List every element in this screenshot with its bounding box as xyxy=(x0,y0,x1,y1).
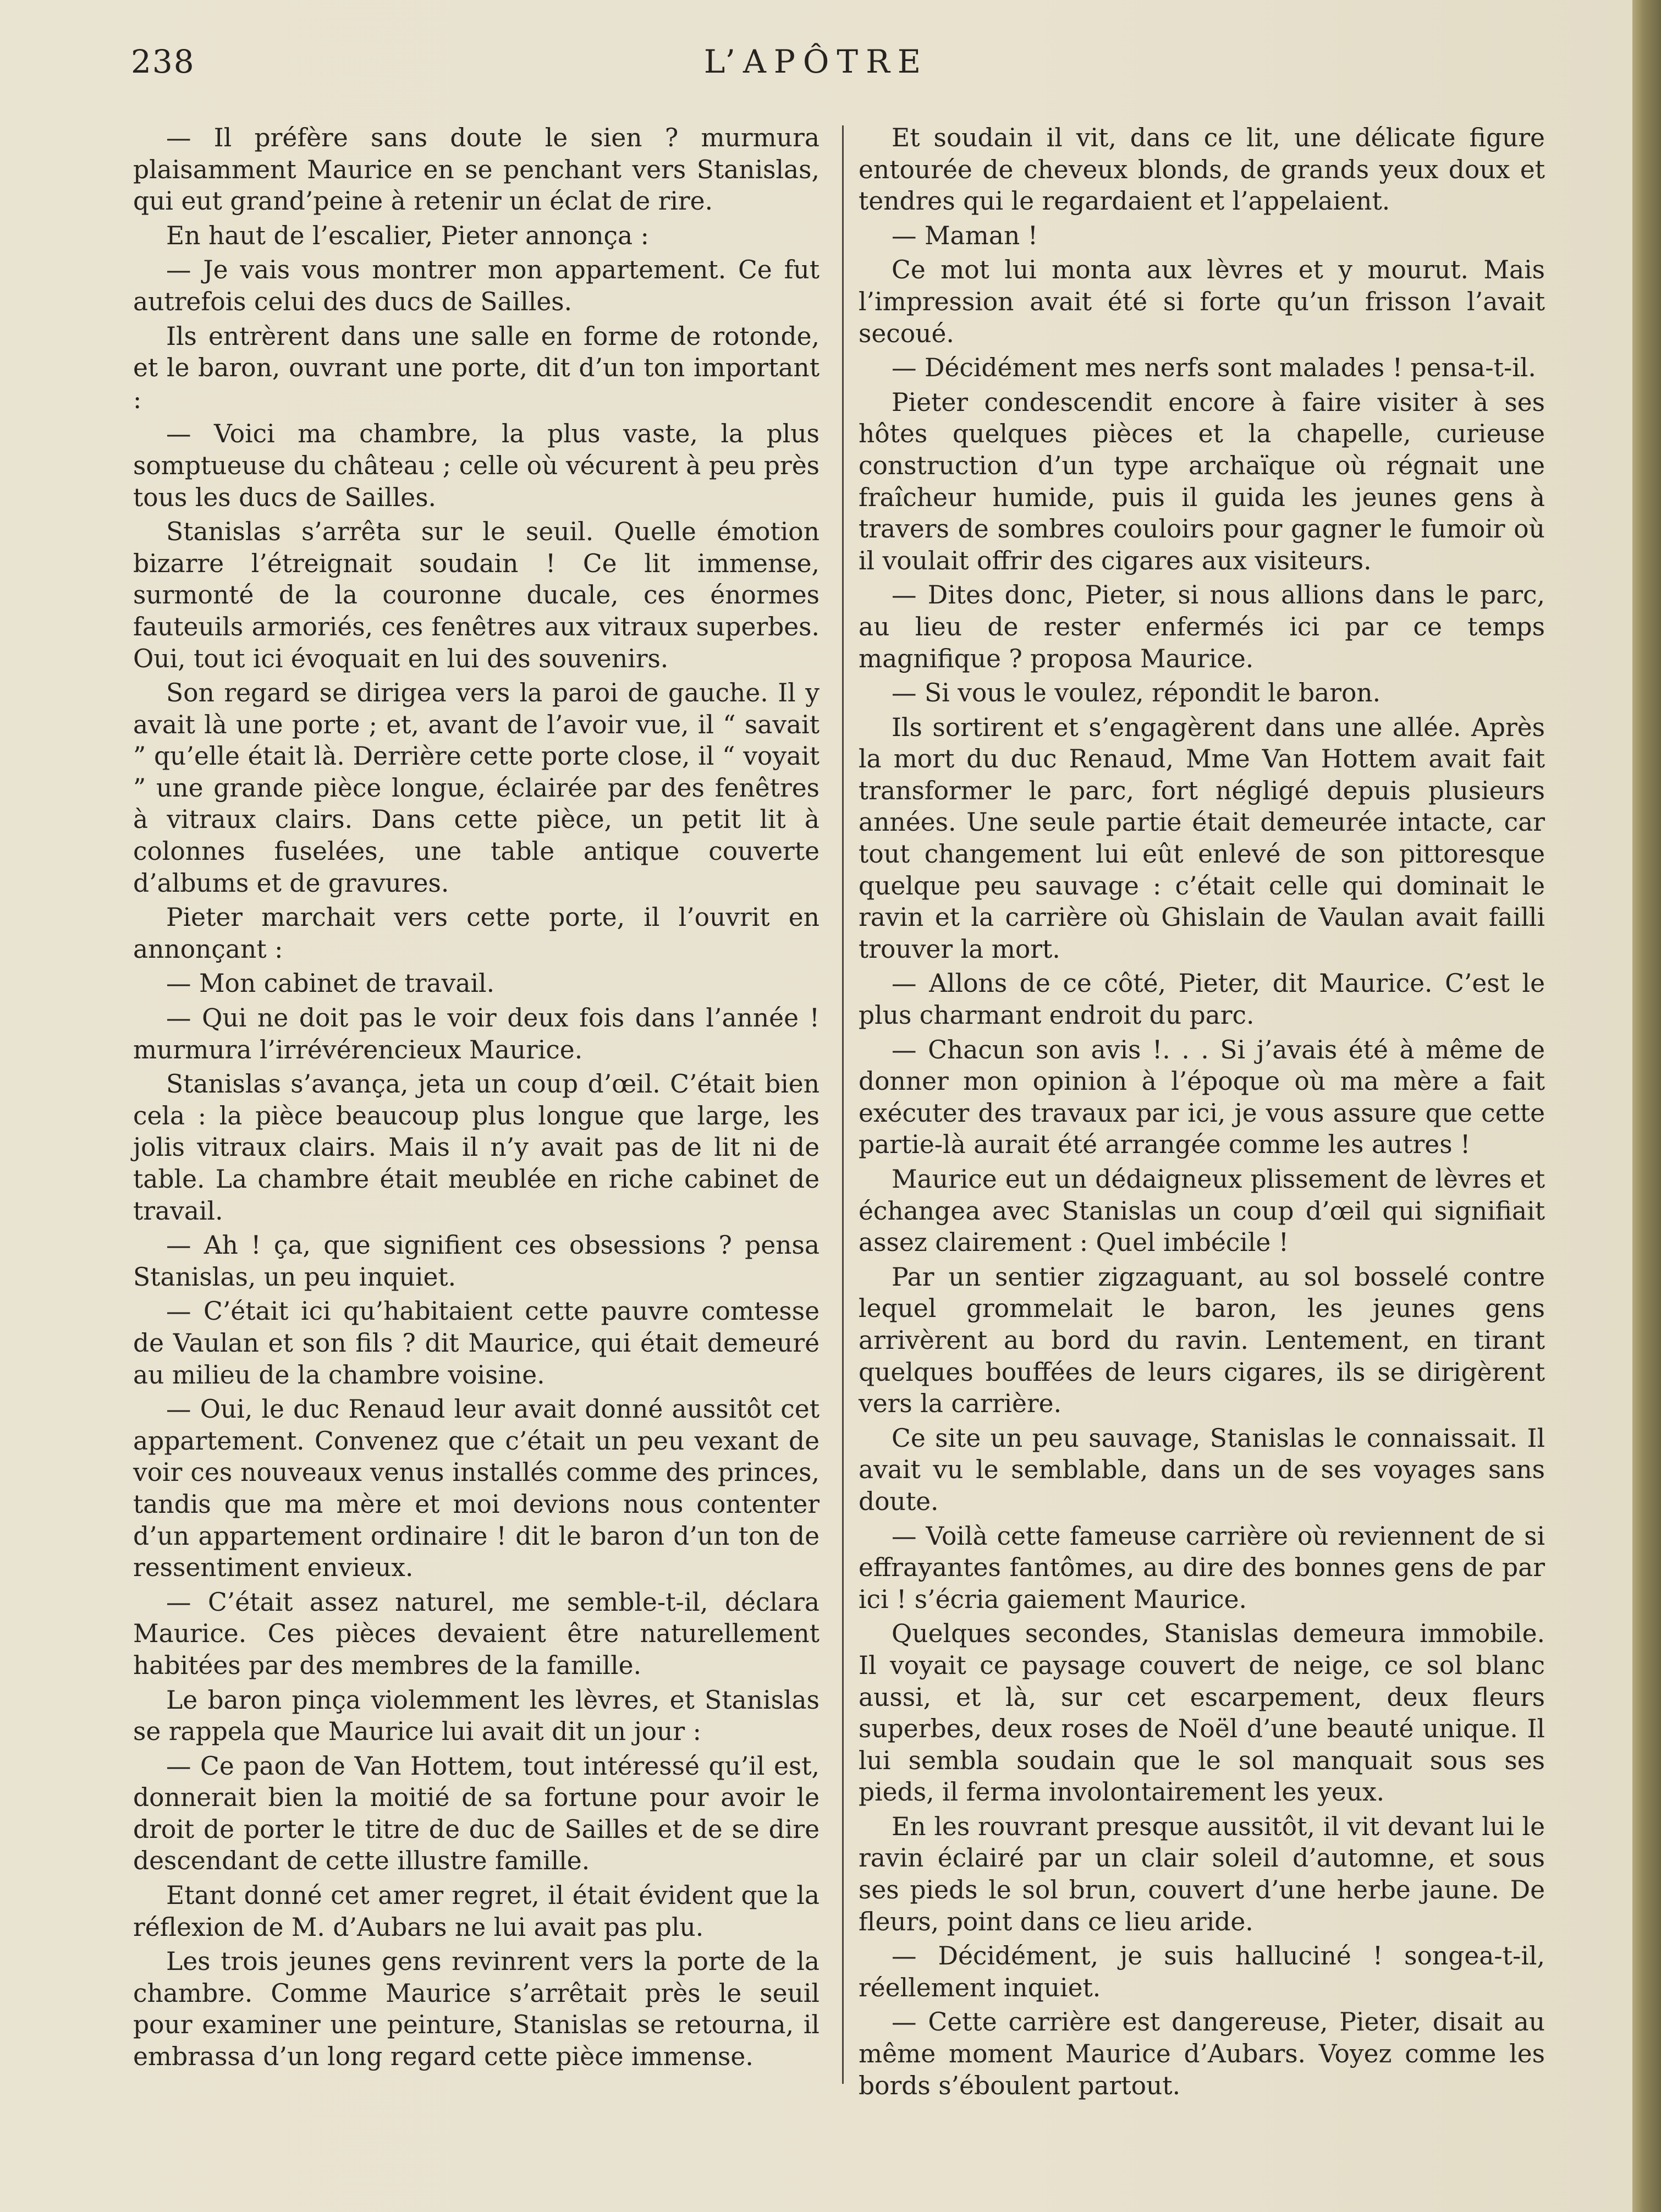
paragraph: — Il préfère sans doute le sien ? murmura plaisamment Maurice en se penchant vers Stanislas, qui eut grand’peine à retenir un éclat de rire. xyxy=(133,123,820,216)
paragraph: Pieter condescendit encore à faire visiter à ses hôtes quelques pièces et la chapelle, curieuse construction d’un type archaïque où régnait une fraîcheur humide, puis il guida les jeunes gens à travers de sombres couloirs pour gagner le fumoir où il voulait offrir des cigares aux visiteurs. xyxy=(859,387,1545,575)
paragraph: Etant donné cet amer regret, il était évident que la réflexion de M. d’Aubars ne lui avait pas plu. xyxy=(133,1881,820,1942)
paragraph: Stanislas s’avança, jeta un coup d’œil. C’était bien cela : la pièce beaucoup plus longue que large, les jolis vitraux clairs. Mais il n’y avait pas de lit ni de table. La chambre était meublée en riche cabinet de travail. xyxy=(133,1069,820,1226)
paragraph: En les rouvrant presque aussitôt, il vit devant lui le ravin éclairé par un clair soleil d’automne, et sous ses pieds le sol brun, couvert d’une herbe jaune. De fleurs, point dans ce lieu aride. xyxy=(859,1812,1545,1936)
paragraph: — C’était ici qu’habitaient cette pauvre comtesse de Vaulan et son fils ? dit Maurice, qui était demeuré au milieu de la chambre voisine. xyxy=(133,1297,820,1390)
right-text-column xyxy=(859,122,1545,2104)
paragraph: Son regard se dirigea vers la paroi de gauche. Il y avait là une porte ; et, avant de l’avoir vue, il “ savait ” qu’elle était là. Derrière cette porte close, il “ voyait ” une grande pièce longue, éclairée par des fenêtres à vitraux clairs. Dans cette pièce, un petit lit à colonnes fuselées, une table antique couverte d’albums et de gravures. xyxy=(133,678,820,898)
paragraph: Par un sentier zigzaguant, au sol bosselé contre lequel grommelait le baron, les jeunes gens arrivèrent au bord du ravin. Lentement, en tirant quelques bouffées de leurs cigares, ils se dirigèrent vers la carrière. xyxy=(859,1262,1545,1419)
paragraph: — Chacun son avis !. . . Si j’avais été à même de donner mon opinion à l’époque où ma mère a fait exécuter des travaux par ici, je vous assure que cette partie-là aurait été arrangée comme les autres ! xyxy=(859,1035,1545,1160)
paragraph: — Oui, le duc Renaud leur avait donné aussitôt cet appartement. Convenez que c’était un peu vexant de voir ces nouveaux venus installés comme des princes, tandis que ma mère et moi devions nous contenter d’un appartement ordinaire ! dit le baron d’un ton de ressentiment envieux. xyxy=(133,1395,820,1583)
paragraph: Ce mot lui monta aux lèvres et y mourut. Mais l’impression avait été si forte qu’un frisson l’avait secoué. xyxy=(859,255,1545,348)
paragraph: Stanislas s’arrêta sur le seuil. Quelle émotion bizarre l’étreignait soudain ! Ce lit immense, surmonté de la couronne ducale, ces énormes fauteuils armoriés, ces fenêtres aux vitraux superbes. Oui, tout ici évoquait en lui des souvenirs. xyxy=(133,517,820,673)
paragraph: — Maman ! xyxy=(892,221,1038,250)
paragraph: — Voici ma chambre, la plus vaste, la plus somptueuse du château ; celle où vécurent à peu près tous les ducs de Sailles. xyxy=(133,419,820,512)
paragraph: Le baron pinça violemment les lèvres, et Stanislas se rappela que Maurice lui avait dit un jour : xyxy=(133,1685,820,1747)
paragraph: — Je vais vous montrer mon appartement. Ce fut autrefois celui des ducs de Sailles. xyxy=(133,255,820,316)
paragraph: — Décidément mes nerfs sont malades ! pensa-t-il. xyxy=(892,353,1536,383)
paragraph: Ils entrèrent dans une salle en forme de rotonde, et le baron, ouvrant une porte, dit d’un ton important : xyxy=(133,321,820,414)
paragraph: — Ce paon de Van Hottem, tout intéressé qu’il est, donnerait bien la moitié de sa fortune pour avoir le droit de porter le titre de duc de Sailles et de se dire descendant de cette illustre famille. xyxy=(133,1751,820,1876)
paragraph: — C’était assez naturel, me semble-t-il, déclara Maurice. Ces pièces devaient être naturellement habitées par des membres de la famille. xyxy=(133,1587,820,1680)
paragraph: — Cette carrière est dangereuse, Pieter, disait au même moment Maurice d’Aubars. Voyez comme les bords s’éboulent partout. xyxy=(859,2007,1545,2100)
paragraph: Ils sortirent et s’engagèrent dans une allée. Après la mort du duc Renaud, Mme Van Hottem avait fait transformer le parc, fort négligé depuis plusieurs années. Une seule partie était demeurée intacte, car tout changement lui eût enlevé de son pittoresque quelque peu sauvage : c’était celle qui dominait le ravin et la carrière où Ghislain de Vaulan avait failli trouver la mort. xyxy=(859,712,1545,964)
paragraph: — Qui ne doit pas le voir deux fois dans l’année ! murmura l’irrévérencieux Maurice. xyxy=(133,1003,820,1064)
paragraph: Maurice eut un dédaigneux plissement de lèvres et échangea avec Stanislas un coup d’œil qui signifiait assez clairement : Quel imbécile ! xyxy=(859,1165,1545,1258)
paragraph: Et soudain il vit, dans ce lit, une délicate figure entourée de cheveux blonds, de grands yeux doux et tendres qui le regardaient et l’appelaient. xyxy=(859,123,1545,216)
paragraph: — Ah ! ça, que signifient ces obsessions ? pensa Stanislas, un peu inquiet. xyxy=(133,1231,820,1292)
page-edge xyxy=(1632,0,1661,2212)
paragraph: — Dites donc, Pieter, si nous allions dans le parc, au lieu de rester enfermés ici par ce temps magnifique ? proposa Maurice. xyxy=(859,580,1545,673)
column-divider xyxy=(842,125,844,2084)
paragraph: Les trois jeunes gens revinrent vers la porte de la chambre. Comme Maurice s’arrêtait près le seuil pour examiner une peinture, Stanislas se retourna, il embrassa d’un long regard cette pièce immense. xyxy=(133,1947,820,2072)
paragraph: Pieter marchait vers cette porte, il l’ouvrit en annonçant : xyxy=(133,903,820,964)
paragraph: En haut de l’escalier, Pieter annonça : xyxy=(166,221,649,250)
paragraph: Ce site un peu sauvage, Stanislas le connaissait. Il avait vu le semblable, dans un de ses voyages sans doute. xyxy=(859,1423,1545,1516)
paragraph: — Mon cabinet de travail. xyxy=(166,969,495,998)
paragraph: — Si vous le voulez, répondit le baron. xyxy=(892,678,1381,708)
paragraph: — Décidément, je suis halluciné ! songea-t-il, réellement inquiet. xyxy=(859,1941,1545,2002)
left-text-column xyxy=(133,122,820,2076)
paragraph: Quelques secondes, Stanislas demeura immobile. Il voyait ce paysage couvert de neige, ce sol blanc aussi, et là, sur cet escarpement, deux fleurs superbes, deux roses de Noël d’une beauté unique. Il lui sembla soudain que le sol manquait sous ses pieds, il ferma involontairement les yeux. xyxy=(859,1619,1545,1807)
page-number: 238 xyxy=(131,43,195,80)
paragraph: — Voilà cette fameuse carrière où reviennent de si effrayantes fantômes, au dire des bonnes gens de par ici ! s’écria gaiement Maurice. xyxy=(859,1521,1545,1614)
running-title: L’APÔTRE xyxy=(703,43,929,80)
paragraph: — Allons de ce côté, Pieter, dit Maurice. C’est le plus charmant endroit du parc. xyxy=(859,969,1545,1030)
